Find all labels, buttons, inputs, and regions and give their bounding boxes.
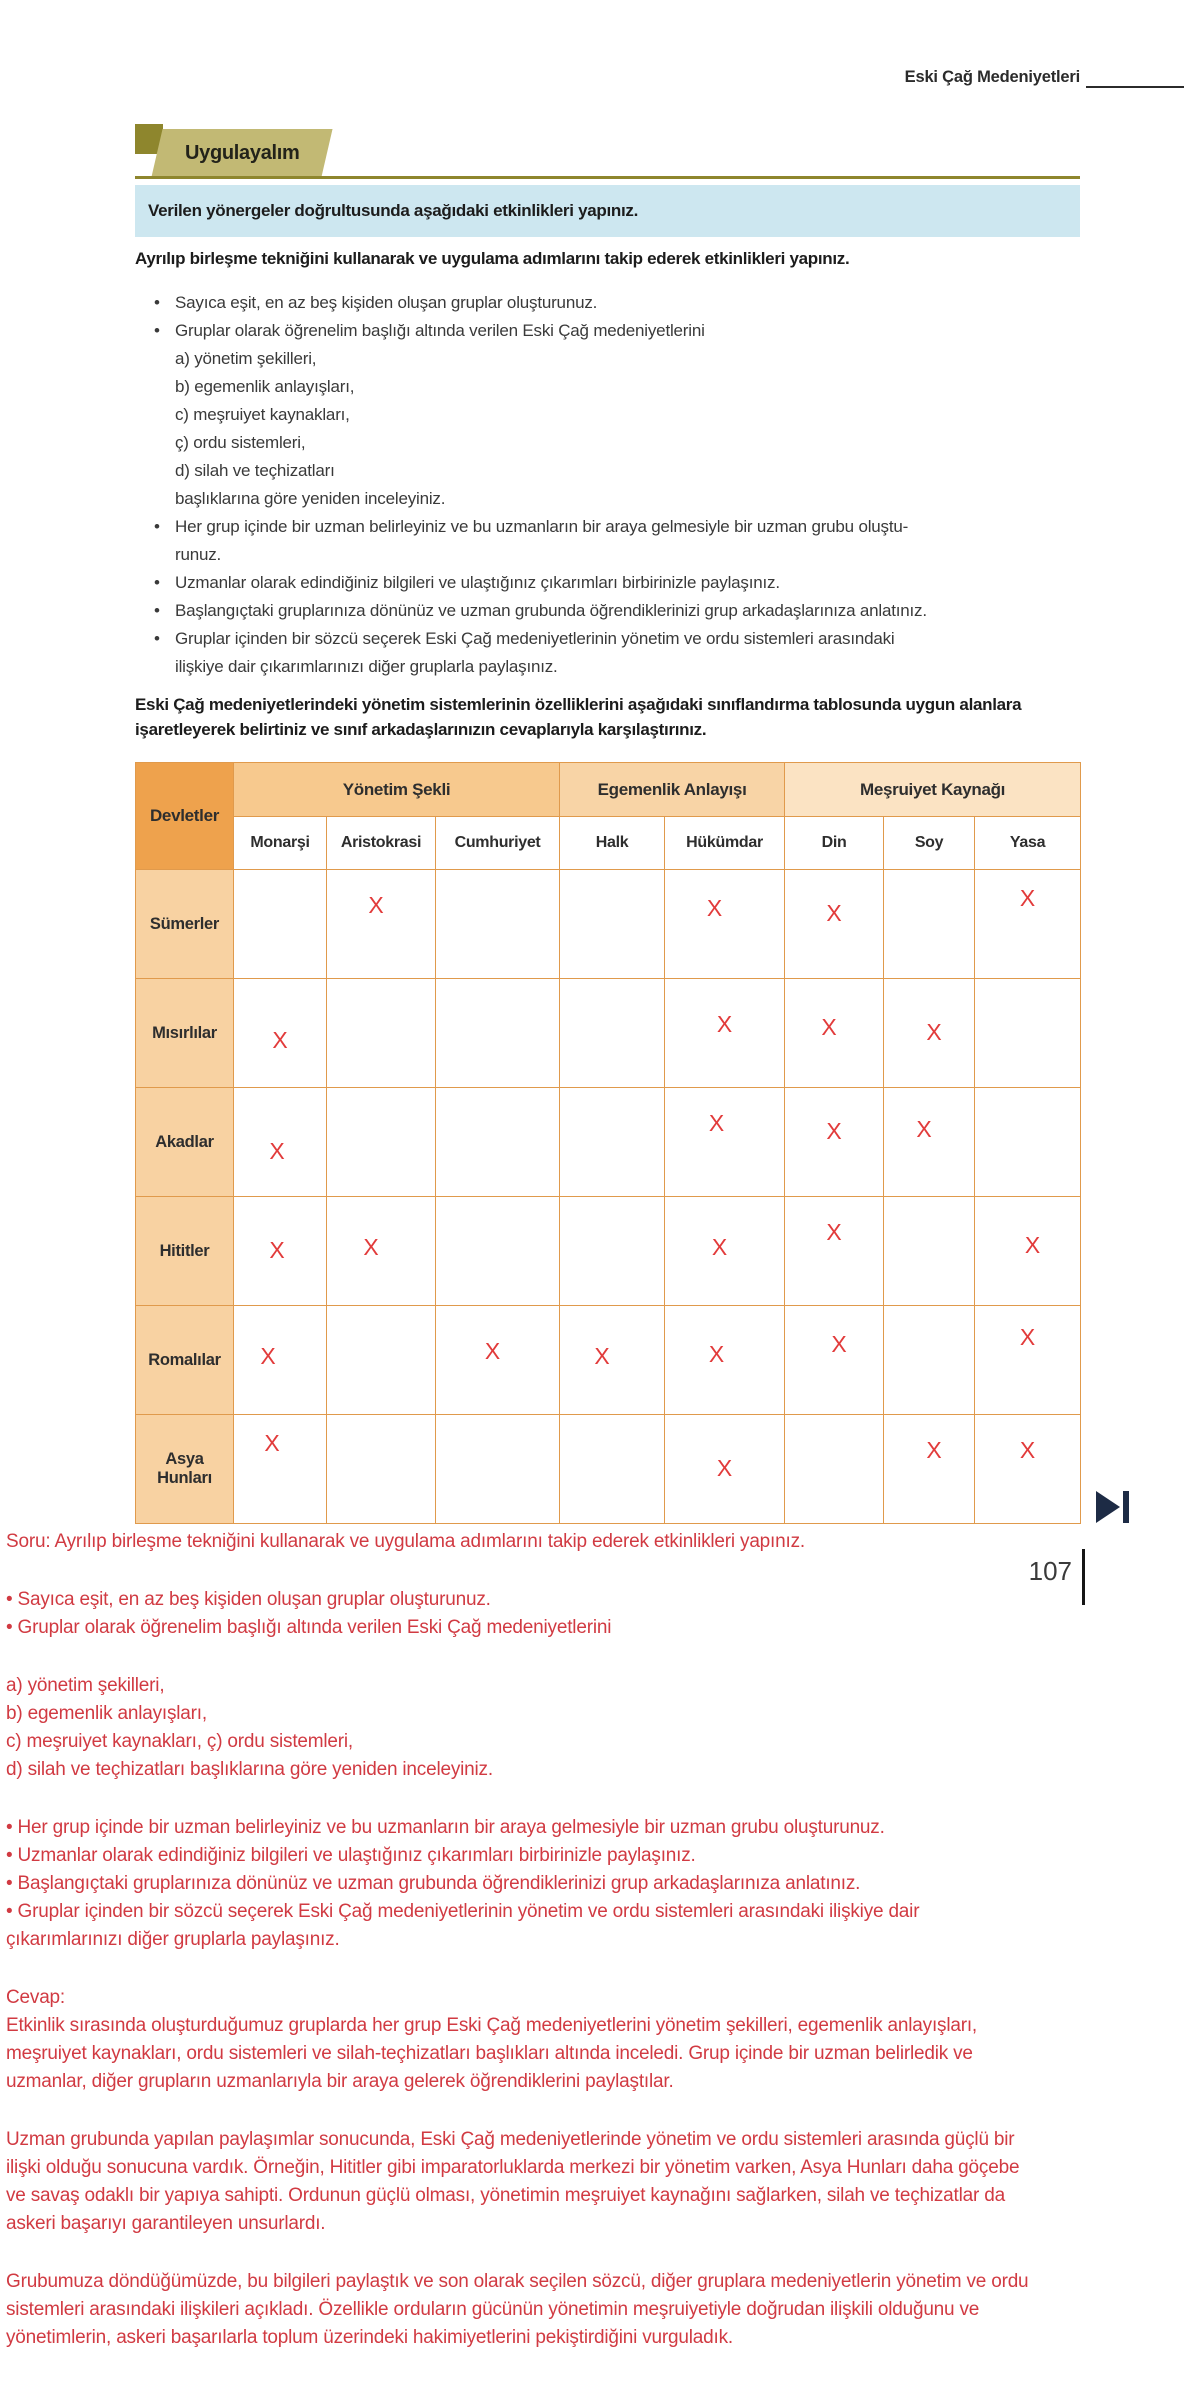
activity-step [135, 569, 1080, 597]
activity-step [135, 513, 1080, 569]
table-row [136, 1306, 1081, 1415]
activity-steps [135, 289, 1080, 681]
group-header-yonetim-sekli: Yönetim Şekli [234, 763, 560, 817]
mark-cell [234, 979, 327, 1088]
answer-line: uzmanlar, diğer grupların uzmanlarıyla bir araya gelerek öğrendiklerini paylaştılar. [6, 2071, 674, 2092]
mark-cell [785, 979, 884, 1088]
answer-block [6, 1672, 1182, 1784]
x-mark: X [826, 900, 842, 926]
row-label: Hititler [136, 1197, 234, 1306]
mark-cell [234, 870, 327, 979]
step-text-continued: ilişkiye dair çıkarımlarınızı diğer gruplarla paylaşınız. [175, 657, 558, 676]
answer-line: Uzman grubunda yapılan paylaşımlar sonucunda, Eski Çağ medeniyetlerinde yönetim ve ordu sistemleri arasında güçlü bir [6, 2129, 1015, 2150]
mark-cell [785, 1306, 884, 1415]
answer-block [6, 2268, 1182, 2352]
activity-step [135, 289, 1080, 317]
x-mark: X [484, 1338, 501, 1364]
x-mark: X [363, 1234, 379, 1260]
mark-cell [785, 1197, 884, 1306]
step-sub-item: ç) ordu sistemleri, [175, 433, 306, 452]
answer-line: askeri başarıyı garantileyen unsurlardı. [6, 2213, 326, 2234]
step-text: Uzmanlar olarak edindiğiniz bilgileri ve ulaştığınız çıkarımları birbirinizle paylaşınız. [175, 573, 780, 592]
answer-line: • Başlangıçtaki gruplarınıza dönünüz ve uzman grubunda öğrendiklerinizi grup arkadaşlarınıza anlatınız. [6, 1873, 861, 1894]
row-label: Mısırlılar [136, 979, 234, 1088]
activity-tab-label: Uygulayalım [185, 142, 300, 164]
answer-line: • Her grup içinde bir uzman belirleyiniz ve bu uzmanların bir araya gelmesiyle bir uzman grubu oluşturunuz. [6, 1817, 885, 1838]
answer-block [6, 1586, 1182, 1642]
mark-cell [327, 979, 436, 1088]
x-mark: X [1019, 1324, 1036, 1350]
answer-overlay [0, 1528, 1184, 2382]
activity-step [135, 625, 1080, 681]
group-header-egemenlik-anlayisi: Egemenlik Anlayışı [560, 763, 785, 817]
answer-line: çıkarımlarınızı diğer gruplarla paylaşınız. [6, 1929, 340, 1950]
column-header-5: Hükümdar [665, 817, 785, 870]
mark-cell [665, 979, 785, 1088]
mark-cell [884, 1415, 975, 1524]
page-number: 107 [1028, 1556, 1072, 1586]
mark-cell [665, 1306, 785, 1415]
activity-tab [151, 129, 332, 177]
answer-block [6, 2126, 1182, 2238]
row-label: Sümerler [136, 870, 234, 979]
mark-cell [665, 1088, 785, 1197]
mark-cell [884, 870, 975, 979]
table-row [136, 1415, 1081, 1524]
mark-cell [436, 1415, 560, 1524]
x-mark: X [1019, 1437, 1036, 1463]
mark-cell [975, 1197, 1081, 1306]
mark-cell [560, 1415, 665, 1524]
x-mark: X [269, 1138, 285, 1164]
answer-line: d) silah ve teçhizatları başlıklarına göre yeniden inceleyiniz. [6, 1759, 493, 1780]
step-sub-item: d) silah ve teçhizatları [175, 461, 335, 480]
activity-step [135, 597, 1080, 625]
mark-cell [975, 870, 1081, 979]
mark-cell [436, 979, 560, 1088]
answer-block [6, 1814, 1182, 1954]
mark-cell [327, 1197, 436, 1306]
x-mark: X [706, 895, 723, 921]
answer-line: • Gruplar olarak öğrenelim başlığı altında verilen Eski Çağ medeniyetlerini [6, 1617, 612, 1638]
mark-cell [665, 1415, 785, 1524]
mark-cell [560, 870, 665, 979]
skip-bar [1123, 1491, 1129, 1523]
mark-cell [665, 1197, 785, 1306]
mark-cell [785, 1415, 884, 1524]
x-mark: X [711, 1234, 728, 1260]
step-text: Başlangıçtaki gruplarınıza dönünüz ve uzman grubunda öğrendiklerinizi grup arkadaşlarınıza anlatınız. [175, 601, 927, 620]
mark-cell [975, 1306, 1081, 1415]
classification-table [135, 762, 1081, 1524]
answer-line: Grubumuza döndüğümüzde, bu bilgileri paylaştık ve son olarak seçilen sözcü, diğer gruplara medeniyetlerin yönetim ve ordu [6, 2271, 1029, 2292]
table-corner-header: Devletler [136, 763, 234, 870]
answer-line: b) egemenlik anlayışları, [6, 1703, 207, 1724]
mark-cell [560, 979, 665, 1088]
step-sub-footer: başlıklarına göre yeniden inceleyiniz. [175, 489, 446, 508]
mark-cell [436, 1197, 560, 1306]
mark-cell [436, 1306, 560, 1415]
x-mark: X [821, 1014, 837, 1040]
row-label: Akadlar [136, 1088, 234, 1197]
mark-cell [884, 1197, 975, 1306]
x-mark: X [264, 1430, 280, 1456]
x-mark: X [916, 1116, 932, 1142]
table-row [136, 1088, 1081, 1197]
answer-line: Soru: Ayrılıp birleşme tekniğini kullanarak ve uygulama adımlarını takip ederek etkinlikleri yapınız. [6, 1531, 805, 1552]
column-header-4: Halk [560, 817, 665, 870]
mark-cell [327, 1088, 436, 1197]
skip-to-end-icon[interactable] [1096, 1491, 1130, 1523]
mark-cell [436, 870, 560, 979]
mark-cell [560, 1088, 665, 1197]
x-mark: X [708, 1110, 725, 1136]
column-header-2: Aristokrasi [327, 817, 436, 870]
answer-line: c) meşruiyet kaynakları, ç) ordu sistemleri, [6, 1731, 354, 1752]
answer-line: Etkinlik sırasında oluşturduğumuz gruplarda her grup Eski Çağ medeniyetlerini yönetim şekilleri, egemenlik anlayışları, [6, 2015, 978, 2036]
skip-triangle [1096, 1491, 1120, 1523]
step-sub-item: b) egemenlik anlayışları, [175, 377, 355, 396]
step-text: Gruplar içinden bir sözcü seçerek Eski Çağ medeniyetlerinin yönetim ve ordu sistemleri arasındaki [175, 629, 895, 648]
mark-cell [884, 1306, 975, 1415]
answer-line: ve savaş odaklı bir yapıya sahipti. Ordunun güçlü olması, yönetimin meşruiyet kaynağını sağlarken, silah ve teçhizatlar da [6, 2185, 1005, 2206]
answer-line: • Sayıca eşit, en az beş kişiden oluşan gruplar oluşturunuz. [6, 1589, 491, 1610]
answer-line: ilişki olduğu sonucuna vardık. Örneğin, Hititler gibi imparatorluklarda merkezi bir yönetim varken, Asya Hunları daha göçebe [6, 2157, 1020, 2178]
x-mark: X [716, 1011, 733, 1037]
mark-cell [785, 870, 884, 979]
answer-line: Cevap: [6, 1987, 66, 2008]
mark-cell [560, 1197, 665, 1306]
x-mark: X [926, 1019, 942, 1045]
x-mark: X [594, 1343, 610, 1369]
instruction-banner-text: Verilen yönergeler doğrultusunda aşağıdaki etkinlikleri yapınız. [148, 201, 639, 220]
step-text: Gruplar olarak öğrenelim başlığı altında verilen Eski Çağ medeniyetlerini [175, 321, 705, 340]
mark-cell [884, 1088, 975, 1197]
row-label: Asya Hunları [136, 1415, 234, 1524]
table-row [136, 870, 1081, 979]
mark-cell [436, 1088, 560, 1197]
row-label: Romalılar [136, 1306, 234, 1415]
tab-rule [135, 176, 1080, 179]
instruction-banner [135, 185, 1080, 237]
x-mark: X [260, 1343, 276, 1369]
mark-cell [560, 1306, 665, 1415]
table-intro: Eski Çağ medeniyetlerindeki yönetim sistemlerinin özelliklerini aşağıdaki sınıflandırma tablosunda uygun alanlara işaretleyerek belirtiniz ve sınıf arkadaşlarınızın cevaplarıyla karşılaştırınız. [135, 695, 1022, 739]
x-mark: X [826, 1118, 842, 1144]
answer-line: sistemleri arasındaki ilişkileri açıkladı. Özellikle orduların gücünün yönetimin meşruiyetiyle doğrudan ilişkili olduğunu ve [6, 2299, 980, 2320]
step-text: Her grup içinde bir uzman belirleyiniz ve bu uzmanların bir araya gelmesiyle bir uzman grubu oluştu- [175, 517, 909, 536]
x-mark: X [926, 1437, 942, 1463]
mark-cell [234, 1197, 327, 1306]
answer-block [6, 1528, 1182, 1556]
column-header-3: Cumhuriyet [436, 817, 560, 870]
mark-cell [234, 1088, 327, 1197]
mark-cell [327, 1415, 436, 1524]
mark-cell [884, 979, 975, 1088]
step-text: Sayıca eşit, en az beş kişiden oluşan gruplar oluşturunuz. [175, 293, 598, 312]
column-header-6: Din [785, 817, 884, 870]
group-header-mesruiyet-kaynagi: Meşruiyet Kaynağı [785, 763, 1081, 817]
step-sub-item: c) meşruiyet kaynakları, [175, 405, 350, 424]
answer-line: meşruiyet kaynakları, ordu sistemleri ve silah-teçhizatları başlıkları altında inceledi. Grup içinde bir uzman belirledik ve [6, 2043, 973, 2064]
answer-line: • Uzmanlar olarak edindiğiniz bilgileri ve ulaştığınız çıkarımları birbirinizle paylaşınız. [6, 1845, 696, 1866]
x-mark: X [826, 1219, 842, 1245]
mark-cell [327, 1306, 436, 1415]
answer-line: • Gruplar içinden bir sözcü seçerek Eski Çağ medeniyetlerinin yönetim ve ordu sistemleri arasındaki ilişkiye dair [6, 1901, 920, 1922]
page-title: Eski Çağ Medeniyetleri [904, 68, 1080, 86]
x-mark: X [269, 1237, 285, 1263]
step-text-continued: runuz. [175, 545, 222, 564]
mark-cell [975, 1415, 1081, 1524]
mark-cell [327, 870, 436, 979]
x-mark: X [368, 892, 384, 918]
activity-step [135, 317, 1080, 513]
x-mark: X [1024, 1232, 1041, 1258]
answer-block [6, 1984, 1182, 2096]
mark-cell [975, 979, 1081, 1088]
x-mark: X [272, 1027, 288, 1053]
x-mark: X [708, 1341, 725, 1367]
x-mark: X [1019, 885, 1036, 911]
table-row [136, 979, 1081, 1088]
step-sub-item: a) yönetim şekilleri, [175, 349, 317, 368]
table-row [136, 1197, 1081, 1306]
mark-cell [234, 1306, 327, 1415]
answer-line: yönetimlerin, askeri başarılarla toplum üzerindeki hakimiyetlerini pekiştirdiğini vurguladık. [6, 2327, 733, 2348]
column-header-7: Soy [884, 817, 975, 870]
header-rule [1086, 86, 1184, 88]
mark-cell [665, 870, 785, 979]
mark-cell [785, 1088, 884, 1197]
mark-cell [975, 1088, 1081, 1197]
x-mark: X [716, 1455, 733, 1481]
column-header-8: Yasa [975, 817, 1081, 870]
activity-intro: Ayrılıp birleşme tekniğini kullanarak ve uygulama adımlarını takip ederek etkinlikleri yapınız. [135, 249, 850, 268]
column-header-1: Monarşi [234, 817, 327, 870]
mark-cell [234, 1415, 327, 1524]
answer-line: a) yönetim şekilleri, [6, 1675, 165, 1696]
x-mark: X [831, 1331, 847, 1357]
